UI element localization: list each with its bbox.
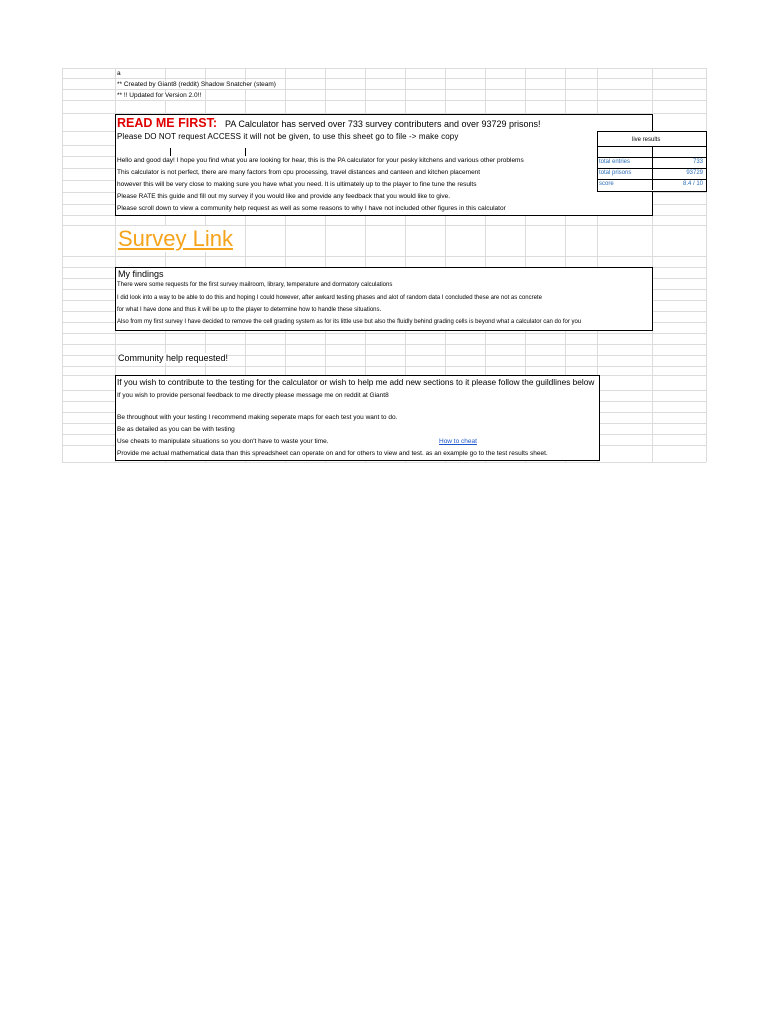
survey-link[interactable]: Survey Link	[118, 226, 233, 251]
findings-title: My findings	[118, 269, 164, 279]
cell-border-mark	[115, 148, 116, 156]
total-prisons-label: total prisons	[599, 170, 632, 176]
community-line: Be throughout with your testing I recommend making seperate maps for each test you want to do.	[117, 414, 398, 421]
community-line: Be as detailed as you can be with testing	[117, 426, 235, 433]
readme-line: This calculator is not perfect, there are many factors from cpu processing, travel distances and canteen and kitchen placement	[117, 169, 481, 176]
total-prisons-value: 93729	[686, 170, 703, 176]
live-results-title: live results	[632, 137, 661, 143]
findings-line: Also from my first survey I have decided to remove the cell grading system as for its little use but also the fluidly behind grading cells is beyond what a calculator can do for you	[117, 319, 582, 325]
readme-title: READ ME FIRST:	[117, 116, 217, 130]
cell-border-mark	[245, 148, 246, 156]
spreadsheet	[62, 68, 706, 462]
total-entries-label: total entries	[599, 159, 631, 165]
how-to-cheat-link[interactable]: How to cheat	[439, 438, 477, 445]
readme-line: Hello and good day! I hope you find what you are looking for hear, this is the PA calculator for your pesky kitchens and various other problems	[117, 157, 524, 164]
community-line: If you wish to provide personal feedback to me directly please message me on reddit at Giant8	[117, 392, 389, 399]
cell-border-mark	[170, 148, 171, 156]
score-label: score	[599, 181, 614, 187]
community-line: Provide me actual mathematical data than this spreadsheet can operate on and for others to view and test. as an example go to the test results sheet.	[117, 450, 548, 457]
readme-line: Please scroll down to view a community help request as well as some reasons to why I have not included other figures in this calculator	[117, 205, 506, 212]
no-access-note: Please DO NOT request ACCESS it will not be given, to use this sheet go to file -> make copy	[117, 132, 459, 141]
findings-line: for what I have done and thus it will be up to the player to determine how to handle these situations.	[117, 307, 382, 313]
readme-line: however this will be very close to making sure you have what you need. It is ultimately up to the player to fine tune the results	[117, 181, 477, 188]
created-by-text: ** Created by Giant8 (reddit) Shadow Snatcher (steam)	[117, 81, 276, 88]
updated-text: ** !! Updated for Version 2.0!!	[117, 92, 202, 99]
total-entries-value: 733	[692, 159, 703, 165]
community-line: Use cheats to manipulate situations so you don't have to waste your time.	[117, 438, 329, 445]
cell-a: a	[117, 70, 121, 77]
score-value: 8.4 / 10	[682, 181, 703, 187]
findings-line: I did look into a way to be able to do this and hoping I could however, after awkard testing phases and alot of random data I concluded these are not as concrete	[117, 295, 542, 301]
contribute-text: If you wish to contribute to the testing for the calculator or wish to help me add new sections to it please follow the guildlines below	[117, 377, 595, 387]
findings-line: There were some requests for the first survey mailroom, library, temperature and dormatory calculations	[117, 282, 393, 288]
served-text: PA Calculator has served over 733 survey contributers and over 93729 prisons!	[225, 119, 541, 129]
readme-line: Please RATE this guide and fill out my survey if you would like and provide any feedback that you would like to give.	[117, 193, 451, 200]
community-title: Community help requested!	[118, 353, 229, 363]
